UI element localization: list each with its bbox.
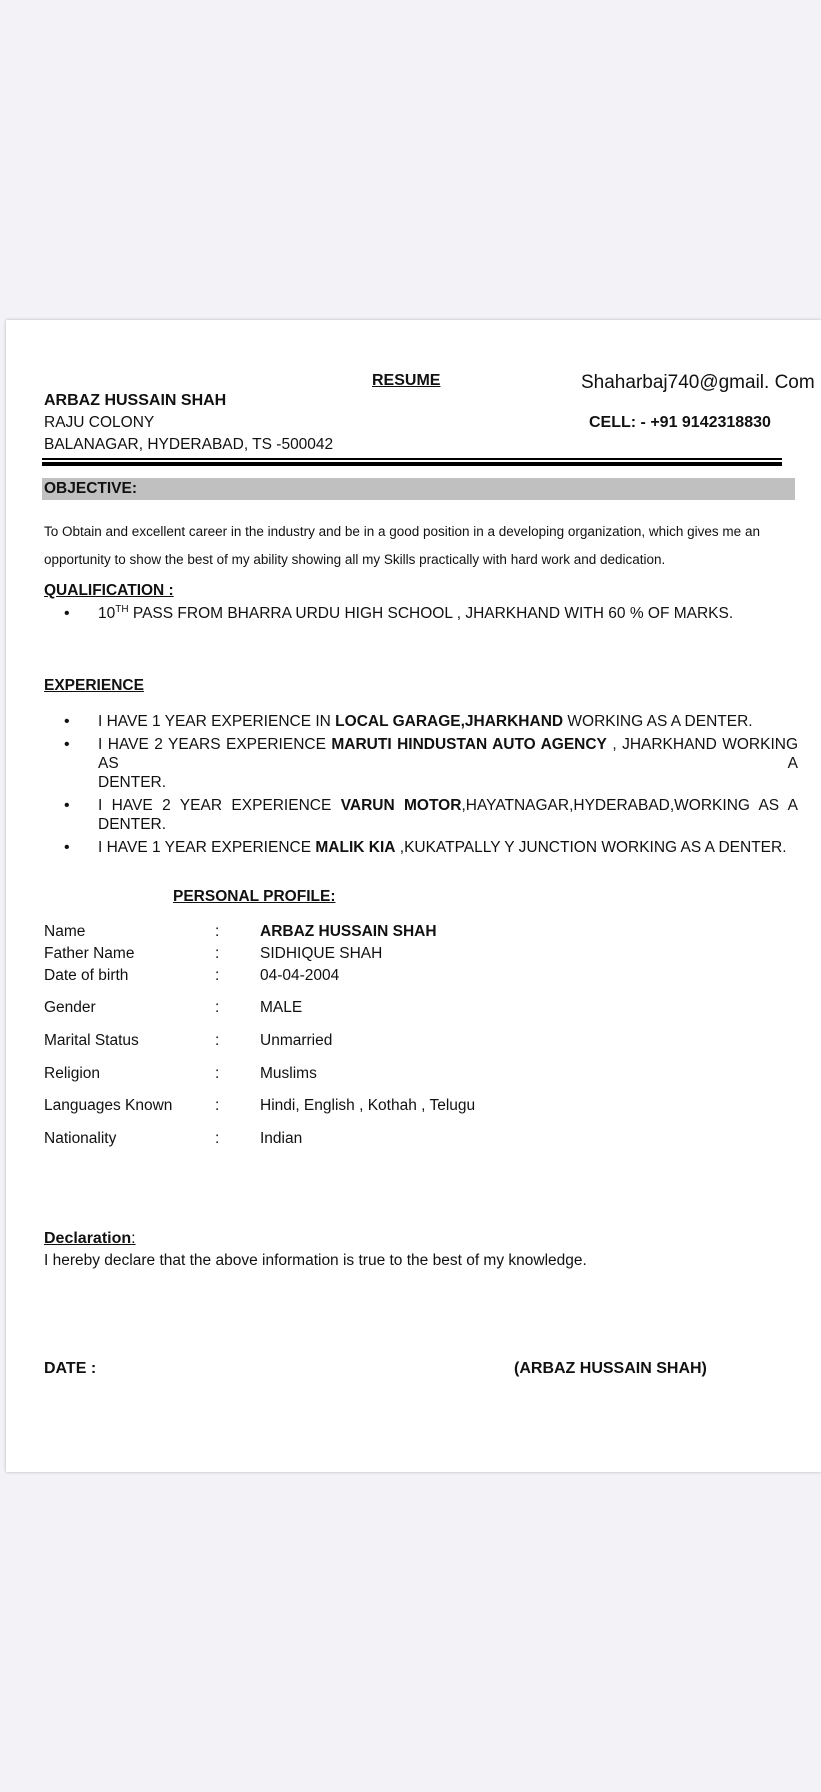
- qualification-heading: QUALIFICATION :: [44, 582, 174, 599]
- experience-list: [64, 712, 798, 857]
- experience-item-text: I HAVE 1 YEAR EXPERIENCE IN: [98, 713, 336, 730]
- header-divider-thin: [42, 458, 782, 460]
- profile-label: Gender: [44, 999, 96, 1016]
- header-divider-thick: [42, 462, 782, 466]
- profile-colon: :: [215, 967, 220, 984]
- experience-item-employer: LOCAL GARAGE,JHARKHAND: [335, 713, 564, 730]
- experience-item: [64, 838, 798, 857]
- qualification-item-text: PASS FROM BHARRA URDU HIGH SCHOOL , JHARKHAND WITH 60 % OF MARKS.: [128, 605, 734, 622]
- date-label: DATE :: [44, 1360, 97, 1377]
- profile-row-name: [44, 923, 744, 943]
- profile-colon: :: [215, 945, 220, 962]
- qualification-item: [64, 604, 798, 623]
- experience-heading: EXPERIENCE: [44, 677, 144, 694]
- experience-item-text: DENTER.: [98, 816, 167, 833]
- experience-item-text: I HAVE 2 YEAR EXPERIENCE: [98, 797, 341, 814]
- objective-text-line-2: opportunity to show the best of my ability showing all my Skills practically with hard work and dedication.: [44, 552, 666, 567]
- profile-colon: :: [215, 1097, 220, 1114]
- signature-name: (ARBAZ HUSSAIN SHAH): [514, 1360, 707, 1377]
- profile-value: SIDHIQUE SHAH: [260, 945, 383, 962]
- profile-value: MALE: [260, 999, 303, 1016]
- experience-item-continuation: [64, 815, 798, 834]
- candidate-name: ARBAZ HUSSAIN SHAH: [44, 392, 227, 409]
- resume-page: [6, 320, 821, 1472]
- objective-heading: OBJECTIVE:: [44, 480, 138, 497]
- experience-item-text: I HAVE 2 YEARS EXPERIENCE: [98, 736, 332, 753]
- profile-row-religion: [44, 1065, 744, 1085]
- profile-row-nationality: [44, 1130, 744, 1150]
- experience-item-text: ,HAYATNAGAR,HYDERABAD,WORKING AS A: [461, 797, 798, 814]
- address-line-2: BALANAGAR, HYDERABAD, TS -500042: [44, 436, 334, 453]
- qualification-item-sup: TH: [115, 603, 129, 615]
- profile-colon: :: [215, 1065, 220, 1082]
- declaration-heading-colon: :: [131, 1230, 136, 1247]
- profile-label: Religion: [44, 1065, 101, 1082]
- experience-item: [64, 796, 798, 815]
- profile-value: Hindi, English , Kothah , Telugu: [260, 1097, 476, 1114]
- experience-item: [64, 735, 798, 773]
- profile-row-marital-status: [44, 1032, 744, 1052]
- qualification-list: [64, 604, 798, 623]
- profile-colon: :: [215, 923, 220, 940]
- personal-profile-heading: PERSONAL PROFILE:: [173, 888, 336, 905]
- experience-item-employer: MARUTI HINDUSTAN AUTO AGENCY: [331, 736, 607, 753]
- profile-row-father-name: [44, 945, 744, 965]
- experience-item-text: ,KUKATPALLY Y JUNCTION WORKING AS A DENTER.: [395, 839, 787, 856]
- profile-label: Marital Status: [44, 1032, 139, 1049]
- experience-item-employer: VARUN MOTOR: [340, 797, 462, 814]
- objective-heading-bar: [42, 478, 795, 500]
- profile-row-dob: [44, 967, 744, 987]
- profile-value: ARBAZ HUSSAIN SHAH: [260, 923, 437, 940]
- profile-label: Nationality: [44, 1130, 117, 1147]
- profile-colon: :: [215, 1032, 220, 1049]
- experience-item-text: I HAVE 1 YEAR EXPERIENCE: [98, 839, 316, 856]
- experience-item-text: , JHARKHAND WORKING AS A: [98, 736, 799, 772]
- qualification-item-class: 10: [98, 605, 116, 622]
- profile-row-gender: [44, 999, 744, 1019]
- profile-label: Date of birth: [44, 967, 129, 984]
- profile-label: Name: [44, 923, 86, 940]
- experience-item-employer: MALIK KIA: [315, 839, 396, 856]
- declaration-heading: [44, 1230, 136, 1248]
- email-address: Shaharbaj740@gmail. Com: [581, 372, 815, 393]
- profile-value: Unmarried: [260, 1032, 333, 1049]
- experience-item-text: DENTER.: [98, 774, 167, 791]
- profile-value: Indian: [260, 1130, 303, 1147]
- resume-title: RESUME: [372, 372, 441, 389]
- declaration-text: I hereby declare that the above information is true to the best of my knowledge.: [44, 1252, 587, 1269]
- objective-text-line-1: To Obtain and excellent career in the industry and be in a good position in a developing organization, which gives me an: [44, 524, 760, 539]
- profile-colon: :: [215, 1130, 220, 1147]
- experience-item-continuation: [64, 773, 798, 792]
- experience-item-text: WORKING AS A DENTER.: [563, 713, 753, 730]
- experience-item: [64, 712, 798, 731]
- declaration-heading-text: Declaration: [44, 1230, 132, 1247]
- profile-label: Languages Known: [44, 1097, 173, 1114]
- profile-colon: :: [215, 999, 220, 1016]
- profile-row-languages: [44, 1097, 744, 1117]
- address-line-1: RAJU COLONY: [44, 414, 155, 431]
- profile-label: Father Name: [44, 945, 135, 962]
- profile-value: Muslims: [260, 1065, 317, 1082]
- profile-value: 04-04-2004: [260, 967, 340, 984]
- cell-number: CELL: - +91 9142318830: [589, 414, 771, 431]
